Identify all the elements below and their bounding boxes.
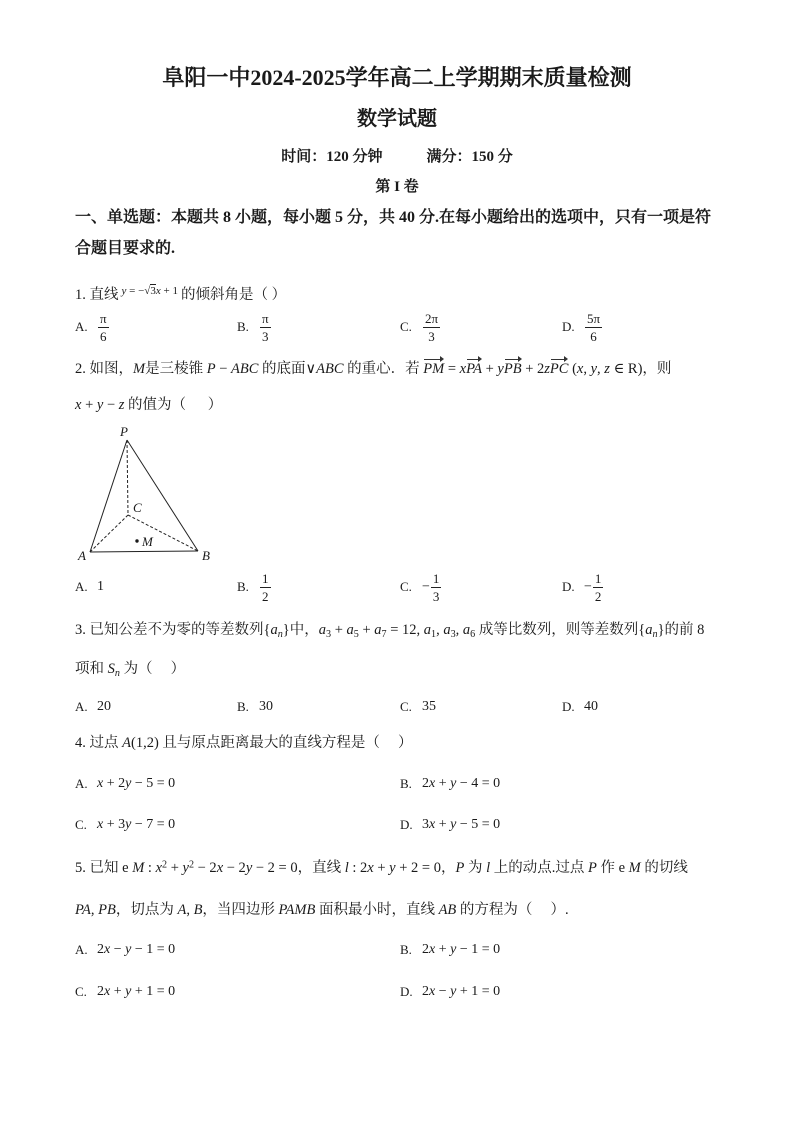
- section-heading-line: 一、单选题：本题共 8 小题，每小题 5 分，共 40 分.在每小题给出的选项中，只有一项是符: [75, 209, 712, 226]
- math-variable: z: [604, 361, 610, 377]
- text-run: (1,2) 且与原点距离最大的直线方程是（ ）: [130, 735, 413, 751]
- math-variable: a: [645, 622, 653, 638]
- option-b: [237, 697, 400, 717]
- option-content: [422, 815, 500, 835]
- math-variable: y: [125, 942, 132, 957]
- answer-options: [75, 940, 725, 1002]
- fraction-denominator: 3: [262, 328, 269, 344]
- text-run: − 2: [194, 860, 217, 876]
- option-label: C.: [400, 699, 412, 714]
- math-variable: y: [590, 361, 598, 377]
- math-variable: ABC: [316, 361, 344, 377]
- math-variable: a: [346, 622, 354, 638]
- option-content: [422, 982, 500, 1002]
- text-run: 是三棱锥: [145, 361, 207, 377]
- math-variable: P: [206, 361, 216, 377]
- math-variable: y: [450, 776, 457, 791]
- fraction-numerator: π: [262, 310, 269, 326]
- option-content: [259, 311, 272, 344]
- option-a: [75, 311, 237, 344]
- option-label: B.: [400, 776, 412, 791]
- section-heading-line: 合题目要求的.: [75, 240, 176, 257]
- math-variable: B: [193, 902, 203, 918]
- text-run: 项和: [75, 661, 108, 677]
- volume-label: 第 I 卷: [375, 179, 419, 195]
- fraction-numerator: 1: [262, 570, 269, 586]
- text-run: 的切线: [640, 860, 688, 876]
- math-variable: y: [450, 942, 457, 957]
- text-run: +: [435, 776, 451, 791]
- text-run: − 1 = 0: [131, 942, 176, 957]
- question-number: 3.: [75, 622, 86, 638]
- option-label: A.: [75, 942, 88, 957]
- edge-ab: [90, 551, 198, 552]
- math-variable: x: [429, 942, 436, 957]
- text-run: − 4 = 0: [456, 776, 501, 791]
- text-run: +: [373, 860, 390, 876]
- option-label: B.: [237, 579, 249, 594]
- question-stem-line: [75, 359, 671, 379]
- text-run: 已知公差不为零的等差数列{: [89, 622, 271, 638]
- stem-content: [90, 287, 287, 303]
- text-run: 2: [422, 776, 429, 791]
- option-label: D.: [562, 579, 575, 594]
- option-c: [400, 311, 562, 344]
- text-run: +: [331, 622, 347, 638]
- question-number: 4.: [75, 735, 86, 751]
- option-b: [237, 571, 400, 604]
- text-run: ,: [436, 622, 444, 638]
- option-label: A.: [75, 699, 88, 714]
- text-run: }的前 8: [657, 622, 705, 638]
- math-variable: PA: [75, 902, 91, 918]
- math-variable: A: [177, 902, 187, 918]
- full-score: 满分：150 分: [426, 149, 513, 165]
- option-c: [75, 815, 400, 835]
- math-vector: PB: [503, 361, 522, 377]
- vertex-label-p: P: [120, 424, 128, 439]
- fraction-denominator: 6: [590, 328, 597, 344]
- text-run: + 1: [160, 285, 178, 297]
- math-subscript: 7: [381, 629, 387, 641]
- option-label: B.: [400, 942, 412, 957]
- question-stem-line: [75, 620, 704, 640]
- math-subscript: 3: [450, 629, 456, 641]
- math-subscript: n: [277, 629, 283, 641]
- math-variable: x: [367, 860, 374, 876]
- option-label: D.: [400, 984, 413, 999]
- math-variable: x: [576, 361, 584, 377]
- fraction-denominator: 2: [594, 588, 602, 604]
- math-variable: x: [97, 776, 104, 791]
- fraction-numerator: 5π: [587, 310, 601, 326]
- math-variable: z: [544, 361, 550, 377]
- math-variable: y: [121, 285, 127, 297]
- text-run: 35: [422, 699, 436, 714]
- fraction-numerator: 1: [432, 570, 440, 586]
- text-run: = 12,: [386, 622, 424, 638]
- math-variable: a: [443, 622, 451, 638]
- text-run: ,: [186, 902, 194, 918]
- question-stem-line: [75, 858, 688, 878]
- math-variable: P: [455, 860, 465, 876]
- math-variable: A: [122, 735, 131, 751]
- option-c: [400, 697, 562, 717]
- option-d: [400, 815, 725, 835]
- exam-meta: [0, 147, 794, 167]
- text-run: − 5 = 0: [456, 817, 501, 832]
- option-c: [75, 982, 400, 1002]
- option-content: [422, 571, 442, 604]
- fraction-numerator: 1: [594, 570, 602, 586]
- text-run: ∈ R)，则: [609, 361, 672, 377]
- text-run: +: [435, 817, 451, 832]
- text-run: + 2: [103, 776, 126, 791]
- math-variable: x: [97, 817, 104, 832]
- math-variable: M: [133, 361, 146, 377]
- text-run: +: [110, 984, 126, 999]
- stem-content: [75, 397, 222, 413]
- option-content: [97, 311, 110, 344]
- math-variable: M: [628, 860, 641, 876]
- math-variable: a: [270, 622, 278, 638]
- option-label: A.: [75, 776, 88, 791]
- math-variable: y: [125, 817, 132, 832]
- text-run: − 2: [223, 860, 246, 876]
- text-run: 的重心．若: [343, 361, 424, 377]
- text-run: ,: [455, 622, 463, 638]
- option-a: [75, 940, 400, 960]
- math-variable: P: [587, 860, 597, 876]
- math-variable: x: [104, 984, 111, 999]
- text-run: 已知 e: [89, 860, 133, 876]
- centroid-label-m: M: [142, 534, 153, 549]
- time-limit: 时间：120 分钟: [281, 149, 383, 165]
- answer-options: [75, 774, 725, 835]
- text-run: − 2 = 0，直线: [252, 860, 345, 876]
- text-run: ,: [90, 902, 99, 918]
- text-run: 为（ ）: [119, 661, 186, 677]
- option-d: [400, 982, 725, 1002]
- option-d: [562, 697, 725, 717]
- stem-content: [89, 622, 705, 641]
- stem-content: [90, 860, 688, 876]
- text-run: + 1 = 0: [131, 984, 176, 999]
- math-vector: PC: [549, 361, 569, 377]
- option-content: [422, 774, 500, 794]
- math-fraction: [431, 571, 442, 604]
- text-run: 直线: [89, 287, 119, 303]
- option-a: [75, 697, 237, 717]
- option-label: C.: [75, 984, 87, 999]
- fraction-denominator: 3: [432, 588, 440, 604]
- text-run: 的倾斜角是（ ）: [180, 287, 287, 303]
- option-label: C.: [400, 319, 412, 334]
- math-variable: PAMB: [278, 902, 316, 918]
- option-label: D.: [562, 699, 575, 714]
- option-content: [422, 940, 500, 960]
- option-d: [562, 311, 725, 344]
- math-variable: a: [462, 622, 471, 638]
- text-run: 成等比数列，则等差数列{: [475, 622, 646, 638]
- text-run: 2: [97, 984, 104, 999]
- exam-title: 阜阳一中2024-2025学年高二上学期期末质量检测: [162, 65, 632, 90]
- option-label: A.: [75, 319, 88, 334]
- text-run: 的底面∨: [258, 361, 317, 377]
- fraction-numerator: π: [100, 310, 107, 326]
- option-content: [97, 577, 104, 597]
- text-run: ，当四边形: [202, 902, 279, 918]
- text-run: 40: [584, 699, 598, 714]
- math-variable: x: [429, 984, 436, 999]
- option-label: C.: [400, 579, 412, 594]
- text-run: ,: [583, 361, 591, 377]
- edge-pc: [127, 440, 128, 515]
- question-stem-line: [75, 733, 413, 753]
- text-run: + 2: [521, 361, 545, 377]
- option-content: [97, 697, 111, 717]
- option-content: [97, 774, 175, 794]
- question-stem-line: [75, 281, 286, 305]
- vertex-label-a: A: [78, 548, 86, 563]
- answer-options: [75, 567, 725, 607]
- question-stem-line: [75, 659, 185, 679]
- option-content: [97, 815, 175, 835]
- answer-options: [75, 697, 725, 717]
- math-fraction: [593, 571, 604, 604]
- stem-content: [75, 661, 186, 680]
- option-content: [259, 697, 273, 717]
- text-run: 2: [422, 984, 429, 999]
- math-fraction: [260, 571, 271, 604]
- text-run: −: [435, 984, 451, 999]
- edge-pb: [127, 440, 198, 551]
- option-label: D.: [562, 319, 575, 334]
- text-run: 上的动点.过点: [490, 860, 588, 876]
- math-variable: x: [155, 860, 162, 876]
- math-variable: a: [423, 622, 431, 638]
- option-b: [237, 311, 400, 344]
- option-label: D.: [400, 817, 413, 832]
- math-variable: y: [389, 860, 396, 876]
- option-b: [400, 774, 725, 794]
- radicand: 3: [150, 285, 156, 297]
- text-run: +: [167, 860, 183, 876]
- math-variable: y: [450, 817, 457, 832]
- question-stem-line: [75, 900, 569, 920]
- vertex-label-c: C: [133, 500, 142, 515]
- math-variable: z: [118, 397, 125, 413]
- math-fraction: [260, 311, 271, 344]
- math-vector: PM: [423, 361, 445, 377]
- option-label: A.: [75, 579, 88, 594]
- math-variable: x: [429, 776, 436, 791]
- edge-cb: [128, 515, 198, 551]
- option-label: B.: [237, 319, 249, 334]
- math-subscript: 3: [326, 629, 332, 641]
- math-variable: x: [104, 942, 111, 957]
- math-subscript: n: [114, 668, 120, 680]
- fraction-numerator: 2π: [425, 310, 439, 326]
- math-variable: y: [125, 984, 132, 999]
- math-variable: y: [497, 361, 504, 377]
- text-run: }中，: [282, 622, 319, 638]
- math-variable: M: [132, 860, 145, 876]
- math-subscript: 5: [353, 629, 359, 641]
- tetrahedron-figure: [70, 420, 220, 565]
- math-variable: y: [450, 984, 457, 999]
- question-stem-line: [75, 395, 222, 415]
- math-variable: x: [429, 817, 436, 832]
- math-variable: x: [155, 285, 161, 297]
- option-content: [97, 982, 175, 1002]
- option-content: [422, 311, 441, 344]
- math-vector: PA: [466, 361, 482, 377]
- text-run: −: [422, 579, 430, 595]
- math-variable: y: [182, 860, 189, 876]
- text-run: 1: [97, 579, 104, 594]
- text-run: 的方程为（ ）.: [456, 902, 569, 918]
- math-variable: a: [318, 622, 326, 638]
- fraction-denominator: 3: [428, 328, 435, 344]
- centroid-point: [135, 539, 138, 542]
- text-run: 作 e: [596, 860, 629, 876]
- text-run: −: [103, 397, 119, 413]
- text-run: +: [358, 622, 375, 638]
- stem-content: [90, 361, 672, 377]
- text-run: +: [481, 361, 498, 377]
- text-run: −: [215, 361, 232, 377]
- answer-options: [75, 307, 725, 347]
- math-variable: y: [245, 860, 253, 876]
- stem-content: [90, 735, 413, 751]
- text-run: 为: [464, 860, 487, 876]
- option-content: [259, 571, 272, 604]
- text-run: =: [444, 361, 460, 377]
- question-number: 2.: [75, 361, 86, 377]
- math-variable: x: [459, 361, 467, 377]
- question-number: 1.: [75, 287, 86, 303]
- option-c: [400, 571, 562, 604]
- text-run: 30: [259, 699, 273, 714]
- text-run: (: [568, 361, 577, 377]
- math-variable: l: [486, 860, 491, 876]
- math-variable: AB: [438, 902, 457, 918]
- inline-equation: [122, 285, 178, 297]
- text-run: − 5 = 0: [131, 776, 176, 791]
- math-variable: S: [107, 661, 115, 677]
- stem-content: [75, 902, 569, 918]
- text-run: 2: [422, 942, 429, 957]
- option-content: [422, 697, 436, 717]
- math-subscript: 6: [470, 629, 476, 641]
- option-label: C.: [75, 817, 87, 832]
- math-variable: l: [344, 860, 349, 876]
- math-variable: y: [125, 776, 132, 791]
- fraction-denominator: 6: [100, 328, 107, 344]
- text-run: ,: [597, 361, 605, 377]
- math-superscript: 2: [188, 859, 194, 871]
- math-variable: y: [96, 397, 104, 413]
- question-number: 5.: [75, 860, 86, 876]
- option-a: [75, 774, 400, 794]
- text-run: 3: [422, 817, 429, 832]
- text-run: :: [144, 860, 156, 876]
- math-variable: ABC: [231, 361, 259, 377]
- vertex-label-b: B: [202, 548, 210, 563]
- math-subscript: 1: [431, 629, 437, 641]
- option-d: [562, 571, 725, 604]
- text-run: : 2: [348, 860, 368, 876]
- option-label: B.: [237, 699, 249, 714]
- text-run: 的值为（ ）: [124, 397, 223, 413]
- text-run: = −√: [126, 285, 151, 297]
- math-variable: PB: [98, 902, 116, 918]
- math-variable: a: [374, 622, 382, 638]
- text-run: − 1 = 0: [456, 942, 501, 957]
- option-a: [75, 577, 237, 597]
- text-run: + 1 = 0: [456, 984, 501, 999]
- math-variable: x: [216, 860, 224, 876]
- text-run: 2: [97, 942, 104, 957]
- math-fraction: [98, 311, 109, 344]
- math-fraction: [423, 311, 440, 344]
- option-b: [400, 940, 725, 960]
- fraction-denominator: 2: [262, 588, 269, 604]
- text-run: − 7 = 0: [131, 817, 176, 832]
- text-run: 20: [97, 699, 111, 714]
- option-content: [584, 697, 598, 717]
- text-run: +: [81, 397, 97, 413]
- text-run: −: [584, 579, 592, 595]
- text-run: +: [435, 942, 451, 957]
- option-content: [584, 571, 604, 604]
- option-content: [584, 311, 603, 344]
- edge-pa: [90, 440, 127, 552]
- text-run: + 2 = 0，: [395, 860, 456, 876]
- text-run: 如图，: [89, 361, 133, 377]
- text-run: −: [110, 942, 126, 957]
- math-subscript: n: [652, 629, 658, 641]
- option-content: [97, 940, 175, 960]
- math-variable: x: [75, 397, 82, 413]
- math-fraction: [585, 311, 602, 344]
- text-run: + 3: [103, 817, 126, 832]
- text-run: 过点: [89, 735, 123, 751]
- subject-title: 数学试题: [357, 108, 437, 130]
- text-run: 面积最小时，直线: [315, 902, 439, 918]
- text-run: ，切点为: [115, 902, 178, 918]
- math-superscript: 2: [162, 859, 168, 871]
